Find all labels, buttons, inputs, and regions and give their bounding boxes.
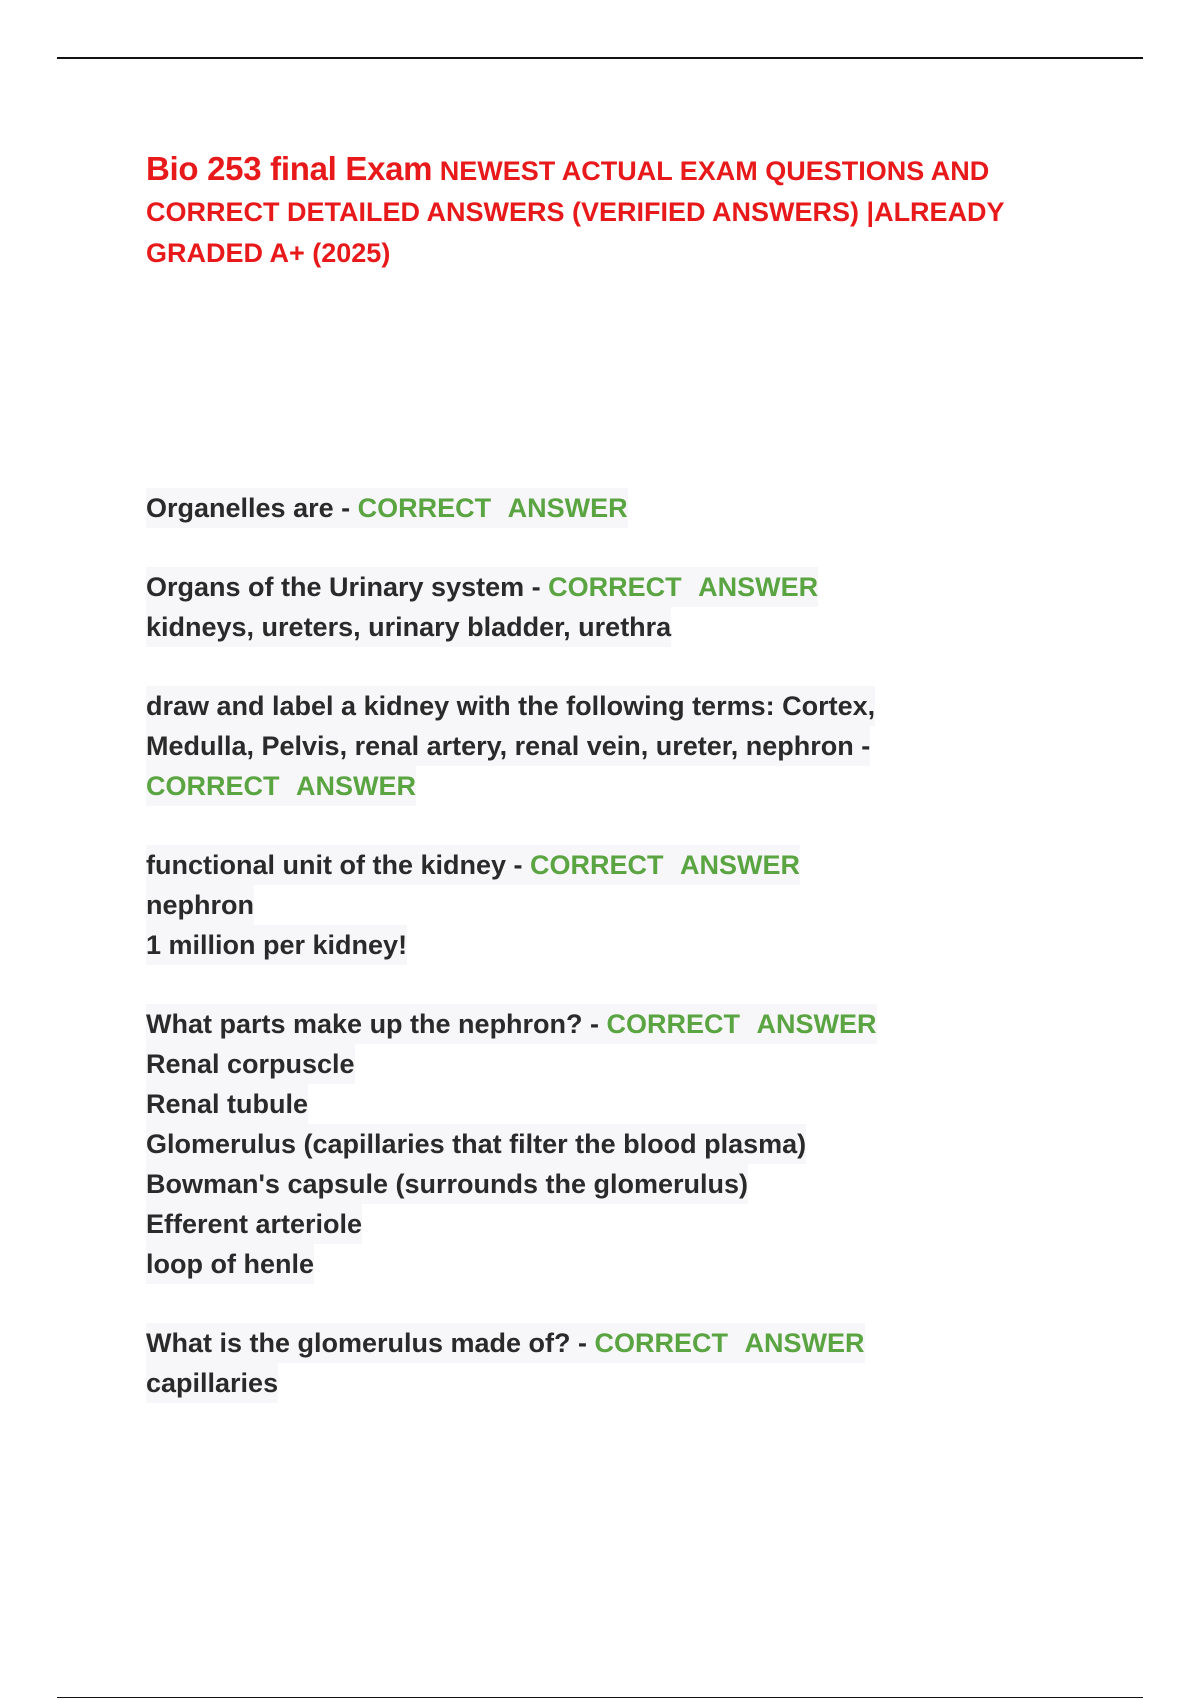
correct-answer-tag: CORRECT ANSWER <box>530 850 800 880</box>
question-text: What is the glomerulus made of? <box>146 1328 571 1358</box>
question-line <box>146 845 800 885</box>
correct-answer-tag: CORRECT ANSWER <box>548 572 819 602</box>
document-title <box>146 148 1086 274</box>
answer-line: Bowman's capsule (surrounds the glomerulus) <box>146 1164 748 1204</box>
answer-line: Efferent arteriole <box>146 1204 362 1244</box>
question-line: draw and label a kidney with the following terms: Cortex, <box>146 686 875 726</box>
qa-item <box>146 686 1066 806</box>
question-line <box>146 1323 865 1363</box>
question-text: functional unit of the kidney <box>146 850 506 880</box>
qa-list <box>146 488 1066 1442</box>
question-line <box>146 488 628 528</box>
qa-item <box>146 1323 1066 1403</box>
answer-line: Glomerulus (capillaries that filter the blood plasma) <box>146 1124 806 1164</box>
separator: - <box>570 1328 595 1358</box>
separator: - <box>582 1009 607 1039</box>
answer-line: Renal tubule <box>146 1084 308 1124</box>
question-line <box>146 567 818 607</box>
question-text: Organelles are <box>146 493 334 523</box>
answer-tag-line <box>146 766 416 806</box>
answer-line: 1 million per kidney! <box>146 925 407 965</box>
answer-line: kidneys, ureters, urinary bladder, urethra <box>146 607 671 647</box>
answer-line: loop of henle <box>146 1244 314 1284</box>
correct-answer-tag: CORRECT ANSWER <box>146 771 416 801</box>
title-lead: Bio 253 final Exam <box>146 150 433 187</box>
question-text: What parts make up the nephron? <box>146 1009 583 1039</box>
question-line <box>146 1004 877 1044</box>
question-line: Medulla, Pelvis, renal artery, renal vein, ureter, nephron - <box>146 726 870 766</box>
qa-item <box>146 488 1066 528</box>
top-rule <box>57 57 1143 59</box>
separator: - <box>506 850 530 880</box>
qa-item <box>146 1004 1066 1284</box>
separator: - <box>524 572 549 602</box>
correct-answer-tag: CORRECT ANSWER <box>357 493 628 523</box>
answer-line: capillaries <box>146 1363 278 1403</box>
correct-answer-tag: CORRECT ANSWER <box>606 1009 877 1039</box>
bottom-rule <box>57 1697 1143 1698</box>
qa-item <box>146 845 1066 965</box>
qa-item <box>146 567 1066 647</box>
answer-line: nephron <box>146 885 254 925</box>
question-text: Organs of the Urinary system <box>146 572 525 602</box>
separator: - <box>333 493 358 523</box>
answer-line: Renal corpuscle <box>146 1044 355 1084</box>
correct-answer-tag: CORRECT ANSWER <box>594 1328 865 1358</box>
title-rest: NEWEST ACTUAL EXAM QUESTIONS AND CORRECT DETAILED ANSWERS (VERIFIED ANSWERS) |ALREADY GRADED A+ (2025) <box>146 156 1005 268</box>
